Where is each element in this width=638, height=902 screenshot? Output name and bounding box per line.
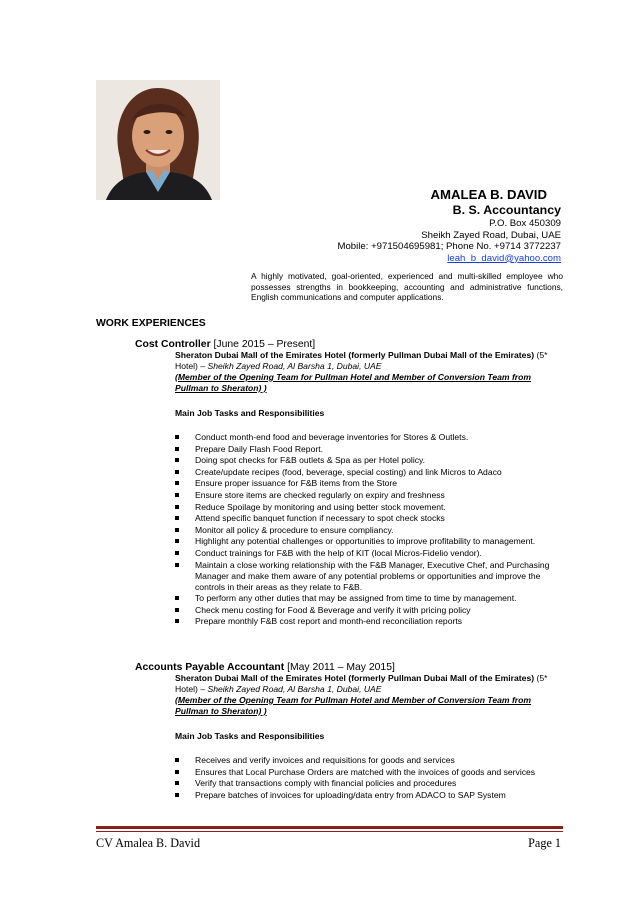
- list-item: Prepare batches of invoices for uploading/data entry from ADACO to SAP System: [175, 790, 565, 801]
- candidate-name: AMALEA B. DAVID: [430, 187, 547, 202]
- list-item: Highlight any potential challenges or opportunities to improve profitability to management.: [175, 536, 565, 547]
- list-item: To perform any other duties that may be assigned from time to time by management.: [175, 593, 565, 604]
- job-entry-accounts-payable: [135, 662, 565, 801]
- footer-document-name: CV Amalea B. David: [96, 836, 201, 850]
- employer-name: Sheraton Dubai Mall of the Emirates Hotel (formerly Pullman Dubai Mall of the Emirates): [175, 673, 535, 683]
- tasks-heading: Main Job Tasks and Responsibilities: [175, 731, 325, 741]
- job-dates: [June 2015 – Present]: [213, 339, 316, 350]
- list-item: Create/update recipes (food, beverage, special costing) and link Micros to Adaco: [175, 467, 565, 478]
- employer: Sheraton Dubai Mall of the Emirates Hotel (formerly Pullman Dubai Mall of the Emirates) (5* Hotel) – Sheikh Zayed Road, Al Barsha 1, Dubai, UAE (Member of the Opening Team for Pullman Hotel and Member of Conversion Team from Pullman to Sheraton) ): [175, 350, 548, 393]
- address: Sheikh Zayed Road, Dubai, UAE: [421, 229, 561, 241]
- profile-photo: [96, 80, 220, 200]
- section-heading-work-experiences: WORK EXPERIENCES: [96, 318, 206, 329]
- list-item: Prepare monthly F&B cost report and month-end reconciliation reports: [175, 616, 565, 627]
- list-item: Ensure proper issuance for F&B items from the Store: [175, 478, 565, 489]
- list-item: Conduct month-end food and beverage inventories for Stores & Outlets.: [175, 432, 565, 443]
- footer-page-number: Page 1: [528, 836, 561, 850]
- list-item: Attend specific banquet function if necessary to spot check stocks: [175, 513, 565, 524]
- list-item: Verify that transactions comply with financial policies and procedures: [175, 778, 565, 789]
- email-link[interactable]: leah_b_david@yahoo.com: [447, 252, 561, 264]
- list-item: Maintain a close working relationship with the F&B Manager, Executive Chef, and Purchasing Manager and make them aware of any potential problems or opportunities and improve the controls in their areas as they relate to F&B.: [175, 560, 565, 593]
- employer: Sheraton Dubai Mall of the Emirates Hotel (formerly Pullman Dubai Mall of the Emirates) (5* Hotel) – Sheikh Zayed Road, Al Barsha 1, Dubai, UAE (Member of the Opening Team for Pullman Hotel and Member of Conversion Team from Pullman to Sheraton) ): [175, 673, 548, 716]
- list-item: Ensure store items are checked regularly on expiry and freshness: [175, 490, 565, 501]
- phone-numbers: Mobile: +971504695981; Phone No. +9714 3772237: [337, 241, 561, 253]
- employer-note: (Member of the Opening Team for Pullman Hotel and Member of Conversion Team from Pullman to Sheraton) ): [175, 695, 532, 716]
- list-item: Reduce Spoilage by monitoring and using better stock movement.: [175, 502, 565, 513]
- tasks-heading: Main Job Tasks and Responsibilities: [175, 408, 325, 418]
- employer-name: Sheraton Dubai Mall of the Emirates Hotel (formerly Pullman Dubai Mall of the Emirates): [175, 350, 535, 360]
- degree: B. S. Accountancy: [452, 203, 561, 217]
- footer-rule-thick: [96, 826, 563, 829]
- list-item: Prepare Daily Flash Food Report.: [175, 444, 565, 455]
- list-item: Conduct trainings for F&B with the help of KIT (local Micros-Fidelio vendor).: [175, 548, 565, 559]
- footer-rule-thin: [96, 831, 563, 832]
- list-item: Check menu costing for Food & Beverage and verify it with pricing policy: [175, 605, 565, 616]
- job-entry-cost-controller: [135, 339, 565, 628]
- job-title: Cost Controller: [135, 339, 211, 350]
- contact-header: [337, 187, 561, 264]
- list-item: Monitor all policy & procedure to ensure compliancy.: [175, 525, 565, 536]
- employer-note: (Member of the Opening Team for Pullman Hotel and Member of Conversion Team from Pullman to Sheraton) ): [175, 372, 532, 393]
- employer-location: Sheikh Zayed Road, Al Barsha 1, Dubai, UAE: [207, 684, 382, 694]
- list-item: Ensures that Local Purchase Orders are matched with the invoices of goods and services: [175, 767, 565, 778]
- job-title: Accounts Payable Accountant: [135, 662, 285, 673]
- po-box: P.O. Box 450309: [489, 218, 561, 229]
- job-dates: [May 2011 – May 2015]: [287, 662, 395, 673]
- duties-list: [175, 755, 565, 801]
- profile-summary: A highly motivated, goal-oriented, experienced and multi-skilled employee who possesses strengths in bookkeeping, accounting and administrative functions, English communications and computer applications.: [251, 271, 563, 303]
- employer-location: Sheikh Zayed Road, Al Barsha 1, Dubai, UAE: [207, 361, 382, 371]
- list-item: Doing spot checks for F&B outlets & Spa as per Hotel policy.: [175, 455, 565, 466]
- duties-list: [175, 432, 565, 627]
- list-item: Receives and verify invoices and requisitions for goods and services: [175, 755, 565, 766]
